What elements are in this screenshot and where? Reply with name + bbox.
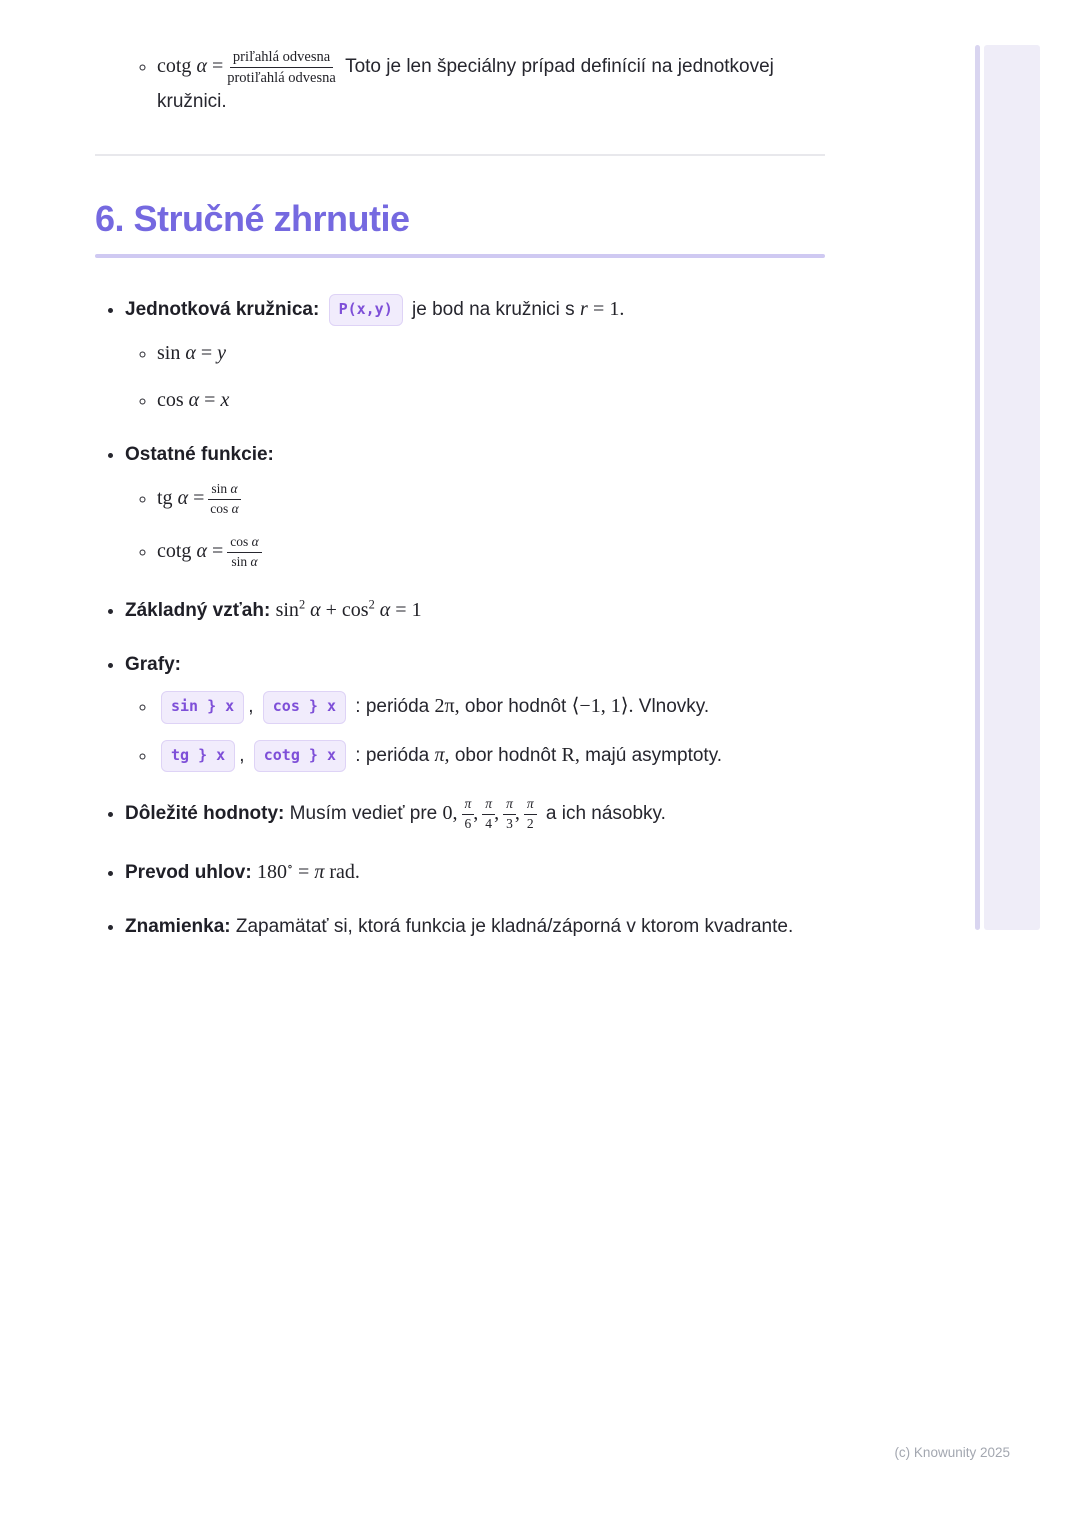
math-variable: α xyxy=(379,598,391,621)
scrollbar-track[interactable] xyxy=(984,45,1040,930)
math-function: cotg xyxy=(157,55,192,78)
body-text: Musím vedieť pre xyxy=(289,802,438,824)
math-equals: = xyxy=(211,55,224,78)
math-variable: α xyxy=(188,388,200,411)
fraction-numerator: priľahlá odvesna xyxy=(230,48,333,68)
list-item-grafy-tg-cotg xyxy=(157,740,825,772)
fraction-denominator: 4 xyxy=(485,815,493,831)
scrollbar-thumb[interactable] xyxy=(975,45,980,930)
list-item-prevod-uhlov xyxy=(125,857,825,888)
separator-comma: , xyxy=(473,801,479,824)
math-period: 2π, xyxy=(434,695,460,718)
code-chip-pxy: P(x,y) xyxy=(329,294,403,326)
separator-comma: , xyxy=(239,744,245,766)
math-function: sin xyxy=(231,553,248,569)
math-variable: α xyxy=(310,598,321,621)
fraction-denominator: 6 xyxy=(464,815,472,831)
math-pi: π xyxy=(314,860,325,883)
fraction-denominator xyxy=(210,500,238,518)
math-variable: α xyxy=(231,501,239,517)
separator-comma: , xyxy=(494,801,500,824)
math-degree-symbol: ∘ xyxy=(286,858,294,873)
math-variable: α xyxy=(251,534,259,550)
math-equals: = xyxy=(200,341,213,364)
separator-comma: , xyxy=(514,801,520,824)
fraction-denominator: 2 xyxy=(526,815,534,831)
body-text: a ich násobky. xyxy=(545,802,666,824)
fraction-numerator xyxy=(227,534,261,553)
math-equals: = xyxy=(298,860,310,883)
heading-underline xyxy=(95,254,825,258)
fraction-numerator: π xyxy=(524,796,537,815)
sub-list xyxy=(125,338,825,416)
document-content xyxy=(95,0,825,965)
intro-list xyxy=(95,48,825,118)
math-variable: α xyxy=(230,481,238,497)
code-chip-sin: sin } x xyxy=(161,691,244,723)
math-unit: rad. xyxy=(329,860,360,883)
body-text: Toto je len špeciálny prípad definícií na jednotkovej kružnici. xyxy=(157,56,774,113)
item-label: Grafy: xyxy=(125,653,181,675)
math-expression-identity xyxy=(276,599,422,621)
math-function: cotg xyxy=(157,540,192,563)
fraction-denominator: protiľahlá odvesna xyxy=(227,70,336,87)
code-chip-cos: cos } x xyxy=(263,691,346,723)
item-label: Základný vzťah: xyxy=(125,599,271,621)
body-text: majú asymptoty. xyxy=(585,744,723,766)
sub-list xyxy=(125,691,825,772)
list-item-jednotkova-kruznica xyxy=(125,294,825,416)
item-label: Jednotková kružnica: xyxy=(125,298,320,320)
fraction-numerator: π xyxy=(462,796,475,815)
list-item-dolezite-hodnoty xyxy=(125,796,825,833)
item-label: Znamienka: xyxy=(125,915,231,937)
math-equals: = xyxy=(193,487,205,510)
fraction-pi-3 xyxy=(503,796,516,833)
item-label: Prevod uhlov: xyxy=(125,861,252,883)
math-expression-cos xyxy=(157,389,229,411)
math-function: cos xyxy=(341,598,369,621)
body-text: obor hodnôt xyxy=(464,696,567,718)
math-rhs: x xyxy=(220,388,230,411)
fraction-pi-2 xyxy=(524,796,537,833)
body-text: : perióda xyxy=(355,744,430,766)
math-exponent: 2 xyxy=(368,597,375,612)
code-chip-tg: tg } x xyxy=(161,740,235,772)
list-item-sin xyxy=(157,338,825,369)
item-label: Ostatné funkcie: xyxy=(125,443,274,465)
section-divider xyxy=(95,154,825,156)
body-text: obor hodnôt xyxy=(454,744,557,766)
fraction xyxy=(227,48,336,87)
list-item-zakladny-vztah xyxy=(125,595,825,626)
code-chip-cotg: cotg } x xyxy=(254,740,346,772)
math-function: cos xyxy=(210,501,229,517)
math-variable: α xyxy=(196,540,207,563)
math-function: cos xyxy=(230,534,249,550)
math-function: tg xyxy=(157,487,173,510)
math-variable: α xyxy=(196,55,207,78)
fraction-denominator xyxy=(231,553,257,571)
math-equals: = xyxy=(204,388,216,411)
math-variable: α xyxy=(250,553,258,569)
math-range: R, xyxy=(561,743,580,766)
math-function: sin xyxy=(211,481,228,497)
body-text: je bod na kružnici s xyxy=(412,298,575,320)
list-item-znamienka xyxy=(125,912,825,941)
list-item-grafy xyxy=(125,650,825,772)
math-expression-cotg xyxy=(157,49,340,87)
math-range: ⟨−1, 1⟩. xyxy=(571,695,634,718)
fraction-numerator: π xyxy=(482,796,495,815)
fraction-denominator: 3 xyxy=(506,815,513,831)
math-equals-one: = 1. xyxy=(593,297,625,320)
math-period: π, xyxy=(434,743,450,766)
math-function: sin xyxy=(157,341,181,364)
item-label: Dôležité hodnoty: xyxy=(125,802,285,824)
body-text: : perióda xyxy=(355,696,430,718)
math-rhs: y xyxy=(217,341,227,364)
summary-list xyxy=(95,294,825,941)
math-values xyxy=(442,795,541,831)
separator-comma: , xyxy=(248,696,254,718)
sub-list xyxy=(125,481,825,571)
fraction xyxy=(208,481,240,518)
math-exponent: 2 xyxy=(298,597,306,612)
math-operator: + xyxy=(325,598,337,621)
math-equals: = xyxy=(211,540,224,563)
math-variable-r: r xyxy=(579,297,588,320)
math-variable: α xyxy=(177,487,189,510)
math-expression-sin xyxy=(157,342,226,364)
list-item-tg xyxy=(157,481,825,518)
math-zero: 0, xyxy=(442,801,458,824)
body-text: Vlnovky. xyxy=(638,696,710,718)
list-item-ostatne-funkcie xyxy=(125,440,825,571)
math-rhs: 1 xyxy=(411,598,422,621)
math-expression-cotg2 xyxy=(157,534,266,569)
section-heading: 6. Stručné zhrnutie xyxy=(95,197,410,239)
list-item-cos xyxy=(157,385,825,416)
list-item-grafy-sin-cos xyxy=(157,691,825,723)
math-function: sin xyxy=(275,598,299,621)
list-item-cotg xyxy=(157,534,825,571)
math-equals: = xyxy=(395,598,407,621)
math-function: cos xyxy=(157,388,184,411)
math-expression-degrees xyxy=(256,858,360,883)
fraction-numerator xyxy=(208,481,240,500)
math-number: 180 xyxy=(256,860,287,883)
copyright-notice: (c) Knowunity 2025 xyxy=(894,1445,1010,1460)
list-item-cotg-definition xyxy=(157,48,825,118)
body-text: Zapamätať si, ktorá funkcia je kladná/záporná v ktorom kvadrante. xyxy=(235,915,794,937)
math-variable: α xyxy=(185,341,196,364)
math-expression-tg xyxy=(157,481,245,517)
fraction xyxy=(227,534,261,571)
fraction-numerator: π xyxy=(503,796,516,815)
